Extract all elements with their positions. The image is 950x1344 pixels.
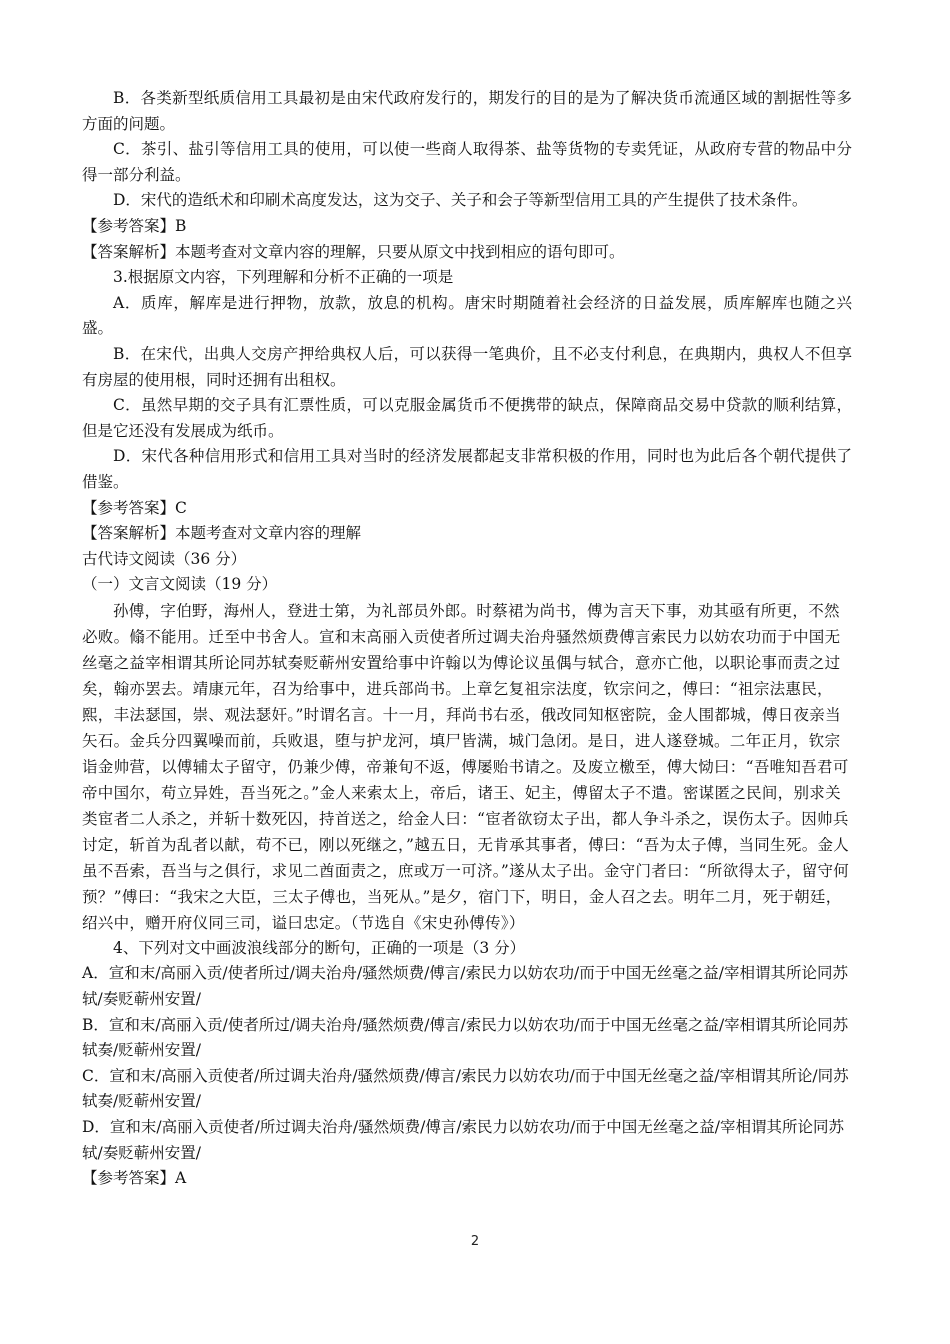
page-number: 2 (470, 1234, 480, 1249)
q2-option-c: C．茶引、盐引等信用工具的使用，可以使一些商人取得茶、盐等货物的专卖凭证，从政府专营的物品中分得一部分利益。 (82, 140, 852, 184)
q2-option-b: B．各类新型纸质信用工具最初是由宋代政府发行的，期发行的目的是为了解决货币流通区域的割据性等多方面的问题。 (82, 89, 852, 133)
q2-answer: 【参考答案】B (82, 216, 187, 235)
q4-stem: 4、下列对文中画波浪线部分的断句，正确的一项是（3 分） (113, 938, 526, 957)
q3-option-d: D．宋代各种信用形式和信用工具对当时的经济发展都起支非常积极的作用，同时也为此后各个朝代提供了借鉴。 (82, 447, 852, 491)
q3-option-c: C．虽然早期的交子具有汇票性质，可以克服金属货币不便携带的缺点，保障商品交易中贷款的顺利结算，但是它还没有发展成为纸币。 (82, 396, 852, 440)
q3-analysis: 【答案解析】本题考查对文章内容的理解 (82, 524, 362, 543)
q2-analysis: 【答案解析】本题考查对文章内容的理解，只要从原文中找到相应的语句即可。 (82, 242, 625, 261)
subsection-title: （一）文言文阅读（19 分） (82, 575, 278, 594)
q4-answer: 【参考答案】A (82, 1169, 187, 1188)
q3-answer: 【参考答案】C (82, 498, 187, 517)
q4-option-c: C．宣和末/高丽入贡使者/所过调夫治舟/骚然烦费/傅言/索民力以妨农功/而于中国无丝毫之益/宰相谓其所论/同苏轼奏/贬蕲州安置/ (82, 1066, 849, 1111)
q3-option-a: A．质库，解库是进行押物，放款，放息的机构。唐宋时期随着社会经济的日益发展，质库解库也随之兴盛。 (82, 293, 852, 338)
document-page (82, 86, 852, 1192)
q4-option-a: A．宣和末/高丽入贡/使者所过/调夫治舟/骚然烦费/傅言/索民力以妨农功/而于中国无丝毫之益/宰相谓其所论同苏轼/奏贬蕲州安置/ (82, 964, 848, 1009)
q3-option-b: B．在宋代，出典人交房产押给典权人后，可以获得一笔典价，且不必支付利息，在典期内，典权人不但享有房屋的使用根，同时还拥有出租权。 (82, 344, 852, 389)
q4-option-d: D．宣和末/高丽入贡使者/所过调夫治舟/骚然烦费/傅言/索民力以妨农功/而于中国无丝毫之益/宰相谓其所论同苏轼/奏贬蕲州安置/ (82, 1118, 844, 1162)
q2-option-d: D．宋代的造纸术和印刷术高度发达，这为交子、关子和会子等新型信用工具的产生提供了技术条件。 (113, 191, 808, 210)
classical-passage: 孙傅，字伯野，海州人，登进士第，为礼部员外郎。时蔡裙为尚书，傅为言天下事，劝其亟有所更，不然必败。翛不能用。迁至中书舍人。宣和末高丽入贡使者所过调夫治舟骚然烦费傅言索民力以妨农功而于中国无丝毫之益宰相谓其所论同苏轼奏贬蕲州安置给事中许翰以为傅论议虽偶与轼合，意亦亡他，以职论事而责之过矣，翰亦罢去。靖康元年，召为给事中，进兵部尚书。上章乞复祖宗法度，钦宗问之，傅曰：“祖宗法惠民，熙，丰法瑟国，崇、观法瑟奸。”时谓名言。十一月，拜尚书右丞，俄改同知枢密院，金人围都城，傅日夜亲当矢石。金兵分四翼噪而前，兵败退，堕与护龙河，填尸皆满，城门急闭。是日，进人遂登城。二年正月，钦宗诣金帅营，以傅辅太子留守，仍兼少傅，帝兼旬不返，傅屡贻书请之。及废立檄至，傅大恸曰：“吾唯知吾君可帝中国尔，苟立异姓，吾当死之。”金人来索太上，帝后，诸王、妃主，傅留太子不遣。密谋匿之民间，别求关类宦者二人杀之，并斩十数死囚，持首送之，给金人曰：“宦者欲窃太子出，都人争斗杀之，误伤太子。因帅兵讨定，斩首为乱者以献，苟不已，刚以死继之，”越五日，无肯承其事者，傅曰：“吾为太子傅，当同生死。金人虽不吾索，吾当与之俱行，求见二酋面责之，庶或万一可济。”遂从太子出。金守门者曰：“所欲得太子，留守何预？”傅曰：“我宋之大臣，三太子傅也，当死从。”是夕，宿门下，明日，金人召之去。明年二月，死于朝廷，绍兴中，赠开府仪同三司，谥曰忠定。（节选自《宋史孙傅传》） (82, 601, 850, 932)
q3-stem: 3.根据原文内容，下列理解和分析不正确的一项是 (113, 268, 454, 287)
q4-option-b: B．宣和末/高丽入贡/使者所过/调夫治舟/骚然烦费/傅言/索民力以妨农功/而于中国无丝毫之益/宰相谓其所论同苏轼奏/贬蕲州安置/ (82, 1015, 849, 1060)
section-title: 古代诗文阅读（36 分） (82, 549, 247, 568)
